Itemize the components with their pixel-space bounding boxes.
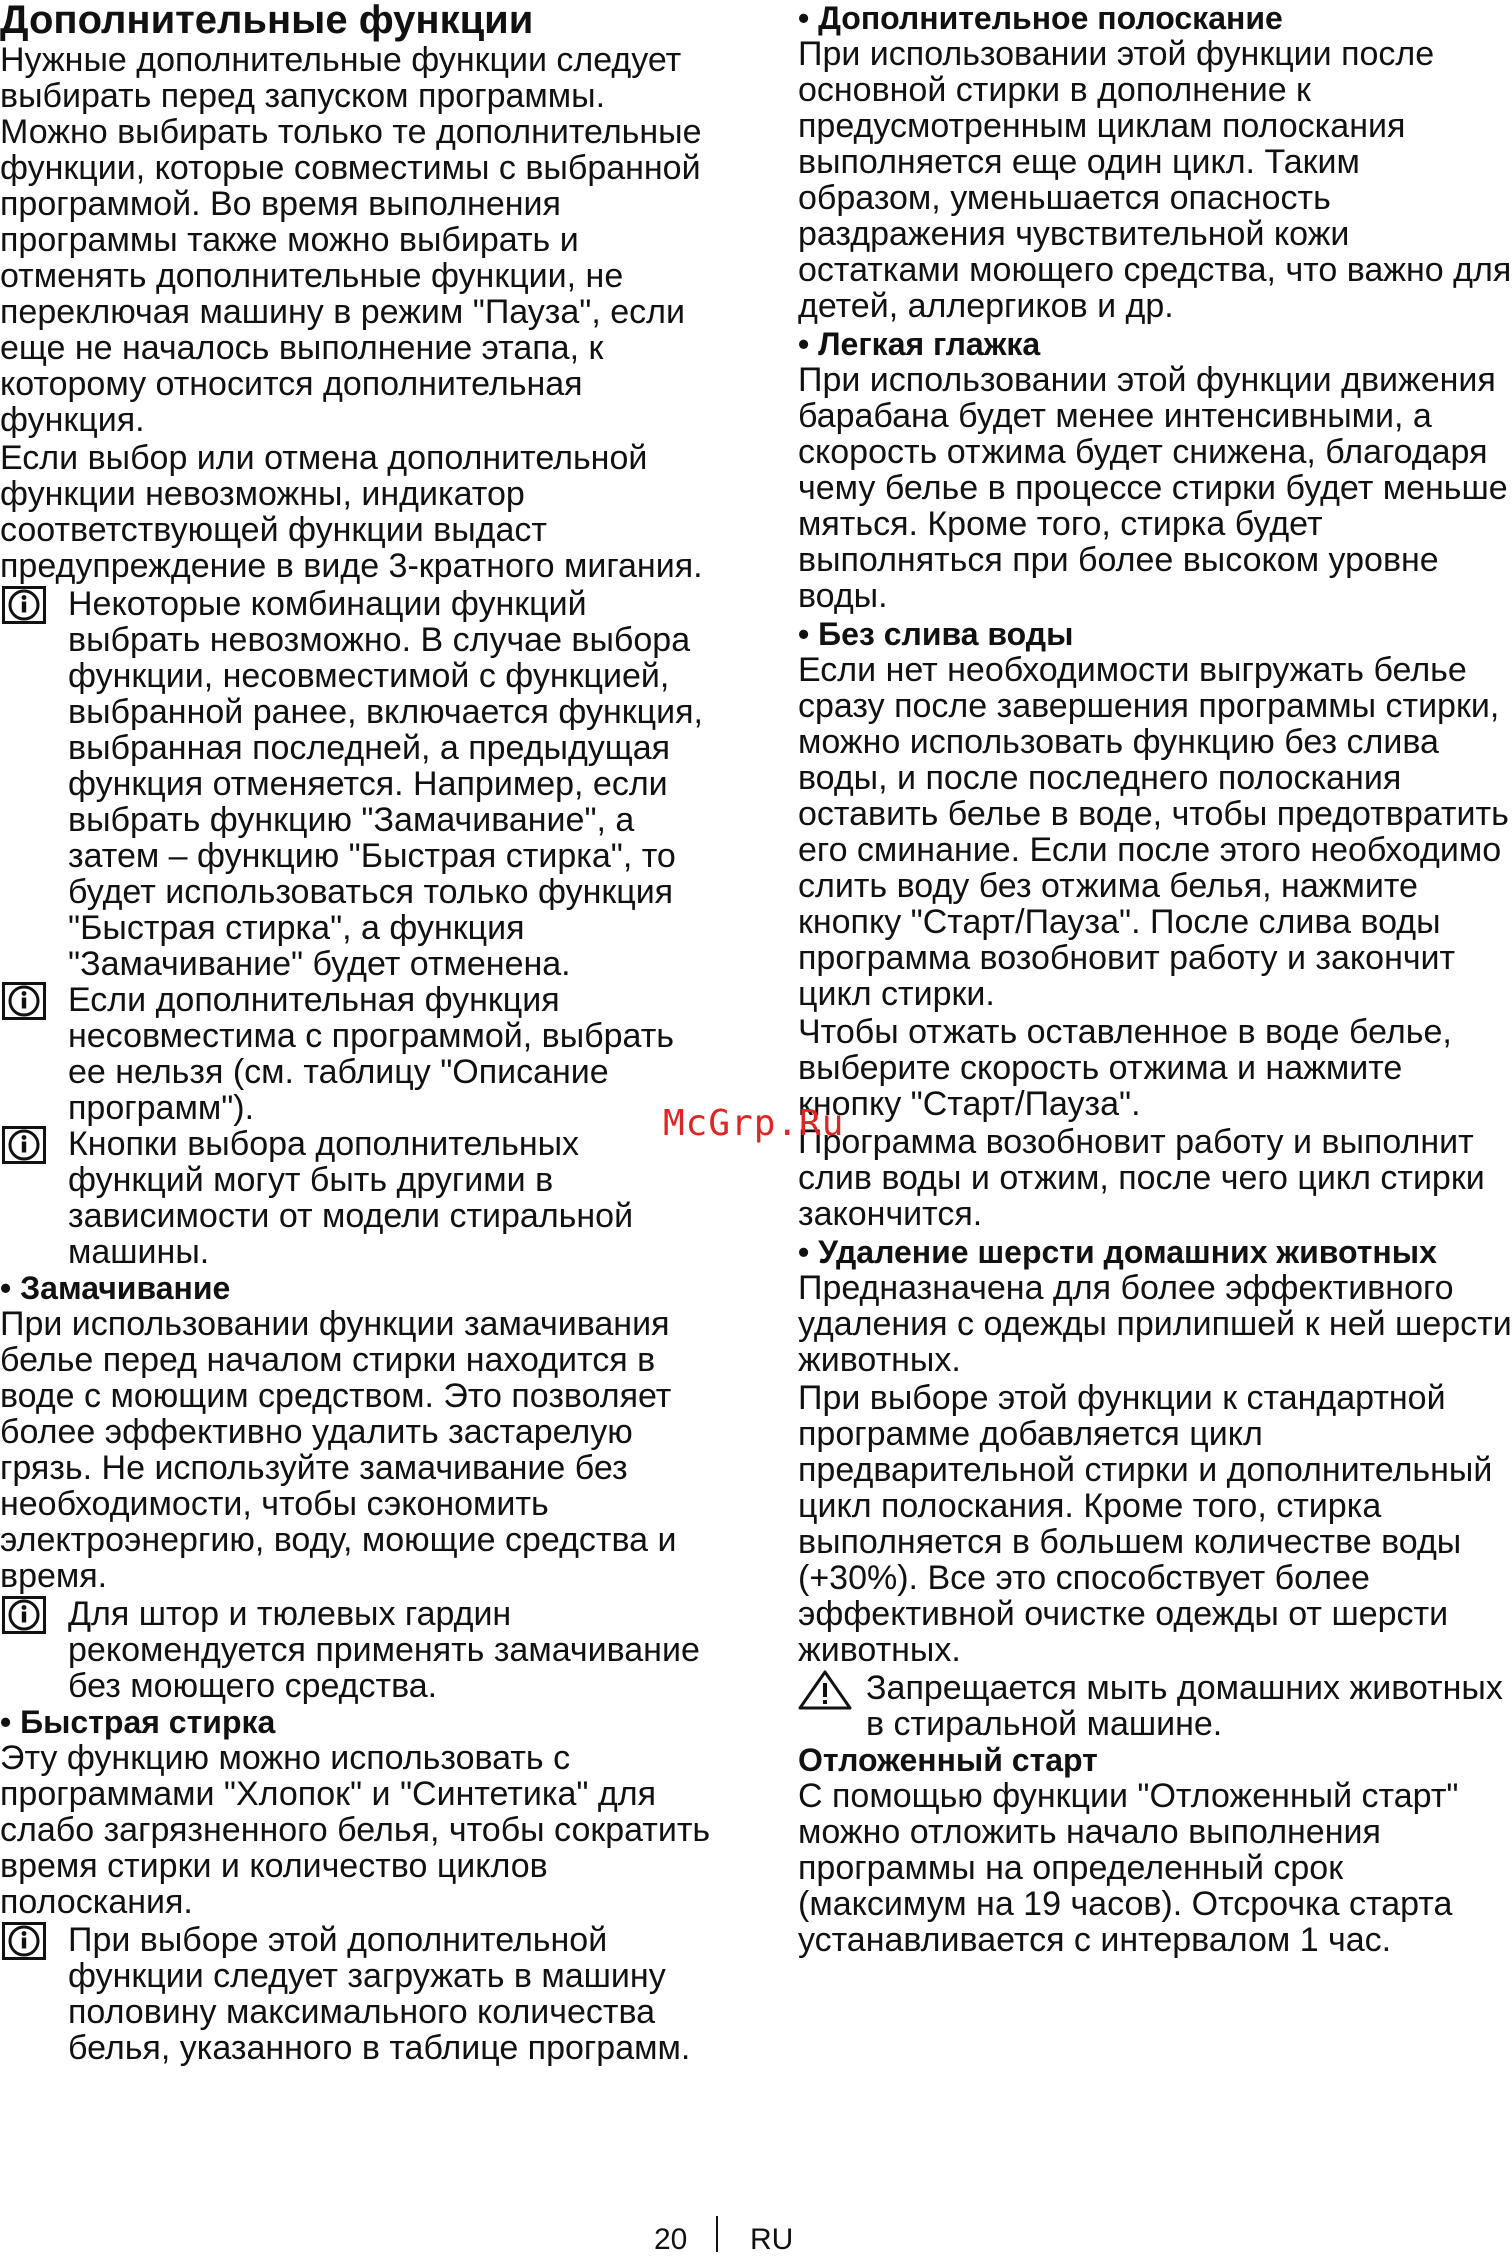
section-heading-no-drain: • Без слива воды — [798, 616, 1074, 652]
section-text-no-drain-2: Чтобы отжать оставленное в воде белье, выберите скорость отжима и нажмите кнопку "Старт/Пауза". — [798, 1013, 1452, 1123]
info-note — [0, 1126, 720, 1270]
info-icon — [2, 1596, 46, 1634]
right-column — [798, 0, 1512, 1960]
warning-note — [798, 1670, 1512, 1742]
section-text-soak: При использовании функции замачивания белье перед началом стирки находится в воде с моющим средством. Это позволяет более эффективно удалить застарелую грязь. Не используйте замачивание без необходимости, чтобы сэкономить электроэнергию, воду, моющие средства и время. — [0, 1305, 677, 1595]
intro-paragraph-2: Если выбор или отмена дополнительной функции невозможны, индикатор соответствующей функции выдаст предупреждение в виде 3-кратного мигания. — [0, 439, 703, 585]
info-note-text: Для штор и тюлевых гардин рекомендуется применять замачивание без моющего средства. — [68, 1595, 700, 1705]
section-text-no-drain: Если нет необходимости выгружать белье сразу после завершения программы стирки, можно использовать функцию без слива воды, и после последнего полоскания оставить белье в воде, чтобы предотвратить его сминание. Если после этого необходимо слить воду без отжима белья, нажмите кнопку "Старт/Пауза". После слива воды программа возобновит работу и закончит цикл стирки. — [798, 651, 1509, 1013]
section-heading-soak: • Замачивание — [0, 1270, 231, 1306]
watermark: McGrp.Ru — [663, 1103, 845, 1144]
page-number: 20 — [654, 2223, 688, 2256]
info-note-text: Некоторые комбинации функций выбрать невозможно. В случае выбора функции, несовместимой с функцией, выбранной ранее, включается функция, выбранная последней, а предыдущая функция отменяется. Например, если выбрать функцию "Замачивание", а затем – функцию "Быстрая стирка", то будет использоваться только функция "Быстрая стирка", а функция "Замачивание" будет отменена. — [68, 585, 703, 983]
info-icon — [2, 1922, 46, 1960]
section-heading-delay-start: Отложенный старт — [798, 1742, 1098, 1778]
info-note — [0, 1922, 720, 2066]
info-note — [0, 1596, 720, 1704]
page-footer — [0, 2216, 1512, 2256]
section-text-quick-wash: Эту функцию можно использовать с программами "Хлопок" и "Синтетика" для слабо загрязненного белья, чтобы сократить время стирки и количество циклов полоскания. — [0, 1739, 711, 1921]
info-icon — [2, 982, 46, 1020]
info-note-text: Кнопки выбора дополнительных функций могут быть другими в зависимости от модели стиральной машины. — [68, 1125, 634, 1271]
section-heading-quick-wash: • Быстрая стирка — [0, 1704, 276, 1740]
info-note-text: При выборе этой дополнительной функции следует загружать в машину половину максимального количества белья, указанного в таблице программ. — [68, 1921, 691, 2067]
intro-paragraph: Нужные дополнительные функции следует выбирать перед запуском программы. Можно выбирать только те дополнительные функции, которые совместимы с выбранной программой. Во время выполнения программы также можно выбирать и отменять дополнительные функции, не переключая машину в режим "Пауза", если еще не началось выполнение этапа, к которому относится дополнительная функция. — [0, 41, 702, 439]
section-text-easy-iron: При использовании этой функции движения барабана будет менее интенсивными, а скорость отжима будет снижена, благодаря чему белье в процессе стирки будет меньше мяться. Кроме того, стирка будет выполняться при более высоком уровне воды. — [798, 361, 1508, 615]
section-text-no-drain-3: Программа возобновит работу и выполнит слив воды и отжим, после чего цикл стирки закончится. — [798, 1123, 1485, 1233]
info-icon — [2, 586, 46, 624]
info-note-text: Если дополнительная функция несовместима с программой, выбрать ее нельзя (см. таблицу "Описание программ"). — [68, 981, 675, 1127]
warning-note-text: Запрещается мыть домашних животных в стиральной машине. — [866, 1669, 1503, 1743]
section-heading-extra-rinse: • Дополнительное полоскание — [798, 0, 1283, 36]
page-title: Дополнительные функции — [0, 0, 534, 42]
section-text-extra-rinse: При использовании этой функции после основной стирки в дополнение к предусмотренным циклам полоскания выполняется еще один цикл. Таким образом, уменьшается опасность раздражения чувствительной кожи остатками моющего средства, что важно для детей, аллергиков и др. — [798, 35, 1512, 325]
section-text-delay-start: С помощью функции "Отложенный старт" можно отложить начало выполнения программы на определенный срок (максимум на 19 часов). Отсрочка старта устанавливается с интервалом 1 час. — [798, 1777, 1459, 1959]
footer-divider — [716, 2216, 718, 2252]
info-note — [0, 586, 720, 982]
section-text-pet-hair-2: При выборе этой функции к стандартной программе добавляется цикл предварительной стирки и дополнительный цикл полоскания. Кроме того, стирка выполняется в большем количестве воды (+30%). Все это способствует более эффективной очистке одежды от шерсти животных. — [798, 1379, 1493, 1669]
language-code: RU — [750, 2223, 794, 2256]
section-text-pet-hair: Предназначена для более эффективного удаления с одежды прилипшей к ней шерсти животных. — [798, 1269, 1512, 1379]
info-icon — [2, 1126, 46, 1164]
section-heading-pet-hair: • Удаление шерсти домашних животных — [798, 1234, 1437, 1270]
warning-icon — [798, 1670, 852, 1710]
section-heading-easy-iron: • Легкая глажка — [798, 326, 1041, 362]
info-note — [0, 982, 720, 1126]
left-column — [0, 0, 720, 2066]
